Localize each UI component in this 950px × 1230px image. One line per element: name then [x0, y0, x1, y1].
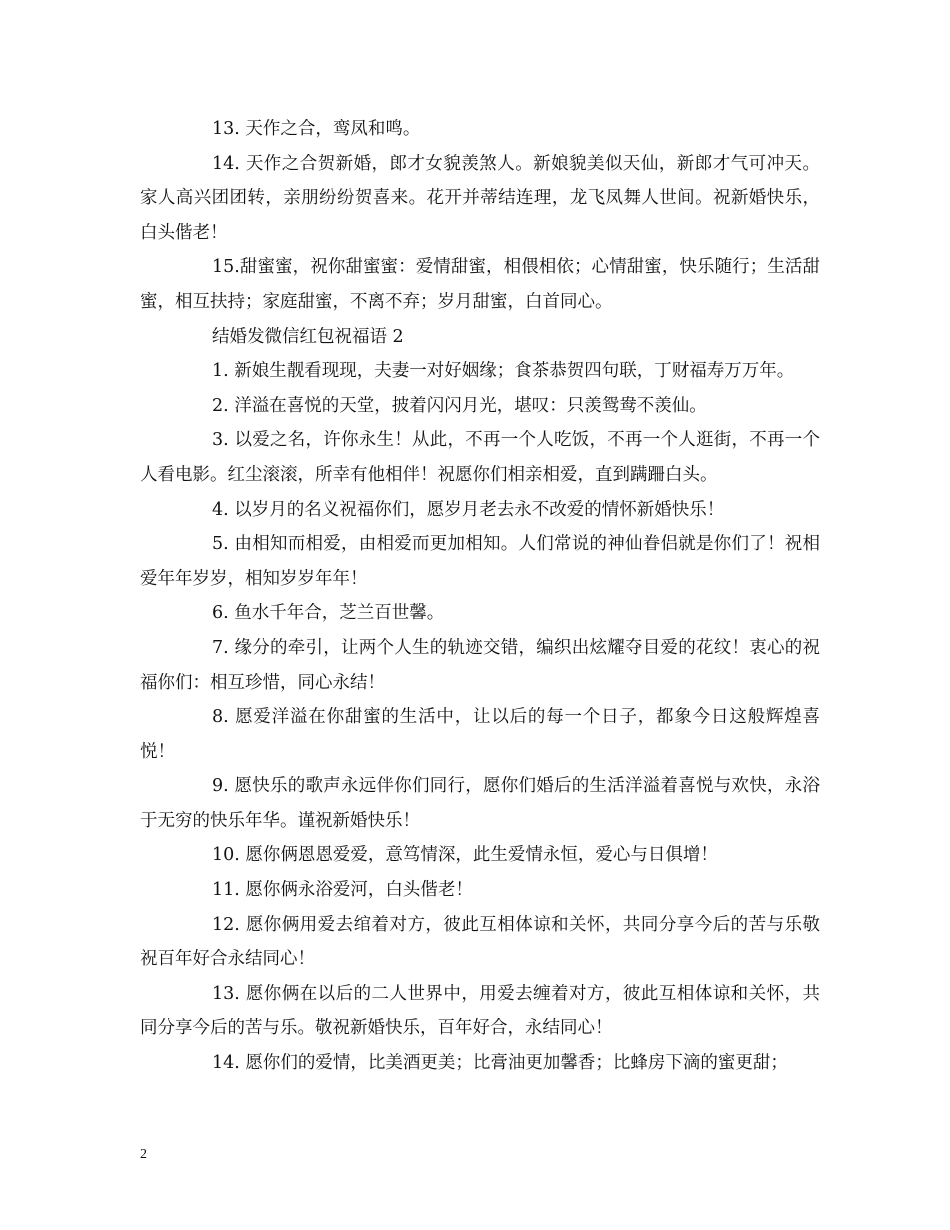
- paragraph-12: 12. 愿你俩用爱去绾着对方，彼此互相体谅和关怀，共同分享今后的苦与乐敬祝百年好合永结同心！: [140, 914, 820, 970]
- paragraph-14: 14. 愿你们的爱情，比美酒更美；比膏油更加馨香；比蜂房下滴的蜜更甜；: [212, 1053, 788, 1074]
- paragraph-6: 6. 鱼水千年合，芝兰百世馨。: [212, 603, 445, 624]
- paragraph-3: 3. 以爱之名，许你永生！从此，不再一个人吃饭，不再一个人逛街，不再一个人看电影。红尘滚滚，所幸有他相伴！祝愿你们相亲相爱，直到蹒跚白头。: [140, 430, 820, 485]
- paragraph-13-top: 13. 天作之合，鸾凤和鸣。: [212, 119, 421, 139]
- paragraph-5: 5. 由相知而相爱，由相爱而更加相知。人们常说的神仙眷侣就是你们了！祝相爱年年岁岁，相知岁岁年年！: [140, 534, 820, 589]
- paragraph-9: 9. 愿快乐的歌声永远伴你们同行，愿你们婚后的生活洋溢着喜悦与欢快，永浴于无穷的快乐年华。谨祝新婚快乐！: [140, 776, 820, 831]
- paragraph-8: 8. 愿爱洋溢在你甜蜜的生活中，让以后的每一个日子，都象今日这般辉煌喜悦！: [140, 707, 820, 762]
- document-body: [140, 112, 820, 1081]
- page-number: 2: [140, 1147, 147, 1162]
- paragraph-4: 4. 以岁月的名义祝福你们，愿岁月老去永不改爱的情怀新婚快乐！: [212, 499, 725, 520]
- section-heading: 结婚发微信红包祝福语 2: [212, 326, 404, 347]
- paragraph-15-top: 15.甜蜜蜜，祝你甜蜜蜜：爱情甜蜜，相偎相依；心情甜蜜，快乐随行；生活甜蜜，相互扶持；家庭甜蜜，不离不弃；岁月甜蜜，白首同心。: [140, 257, 820, 312]
- paragraph-10: 10. 愿你俩恩恩爱爱，意笃情深，此生爱情永恒，爱心与日俱增！: [212, 845, 718, 866]
- paragraph-1: 1. 新娘生靓看现现，夫妻一对好姻缘；食茶恭贺四句联，丁财福寿万万年。: [212, 361, 795, 382]
- paragraph-14-top: 14. 天作之合贺新婚，郎才女貌羡煞人。新娘貌美似天仙，新郎才气可冲天。家人高兴团团转，亲朋纷纷贺喜来。花开并蒂结连理，龙飞凤舞人世间。祝新婚快乐，白头偕老！: [140, 153, 820, 243]
- paragraph-2: 2. 洋溢在喜悦的天堂，披着闪闪月光，堪叹：只羡鸳鸯不羡仙。: [212, 395, 707, 416]
- paragraph-11: 11. 愿你俩永浴爱河，白头偕老！: [212, 880, 473, 901]
- paragraph-7: 7. 缘分的牵引，让两个人生的轨迹交错，编织出炫耀夺目爱的花纹！衷心的祝福你们：相互珍惜，同心永结！: [140, 637, 820, 693]
- paragraph-13: 13. 愿你俩在以后的二人世界中，用爱去缠着对方，彼此互相体谅和关怀，共同分享今后的苦与乐。敬祝新婚快乐，百年好合，永结同心！: [140, 983, 820, 1039]
